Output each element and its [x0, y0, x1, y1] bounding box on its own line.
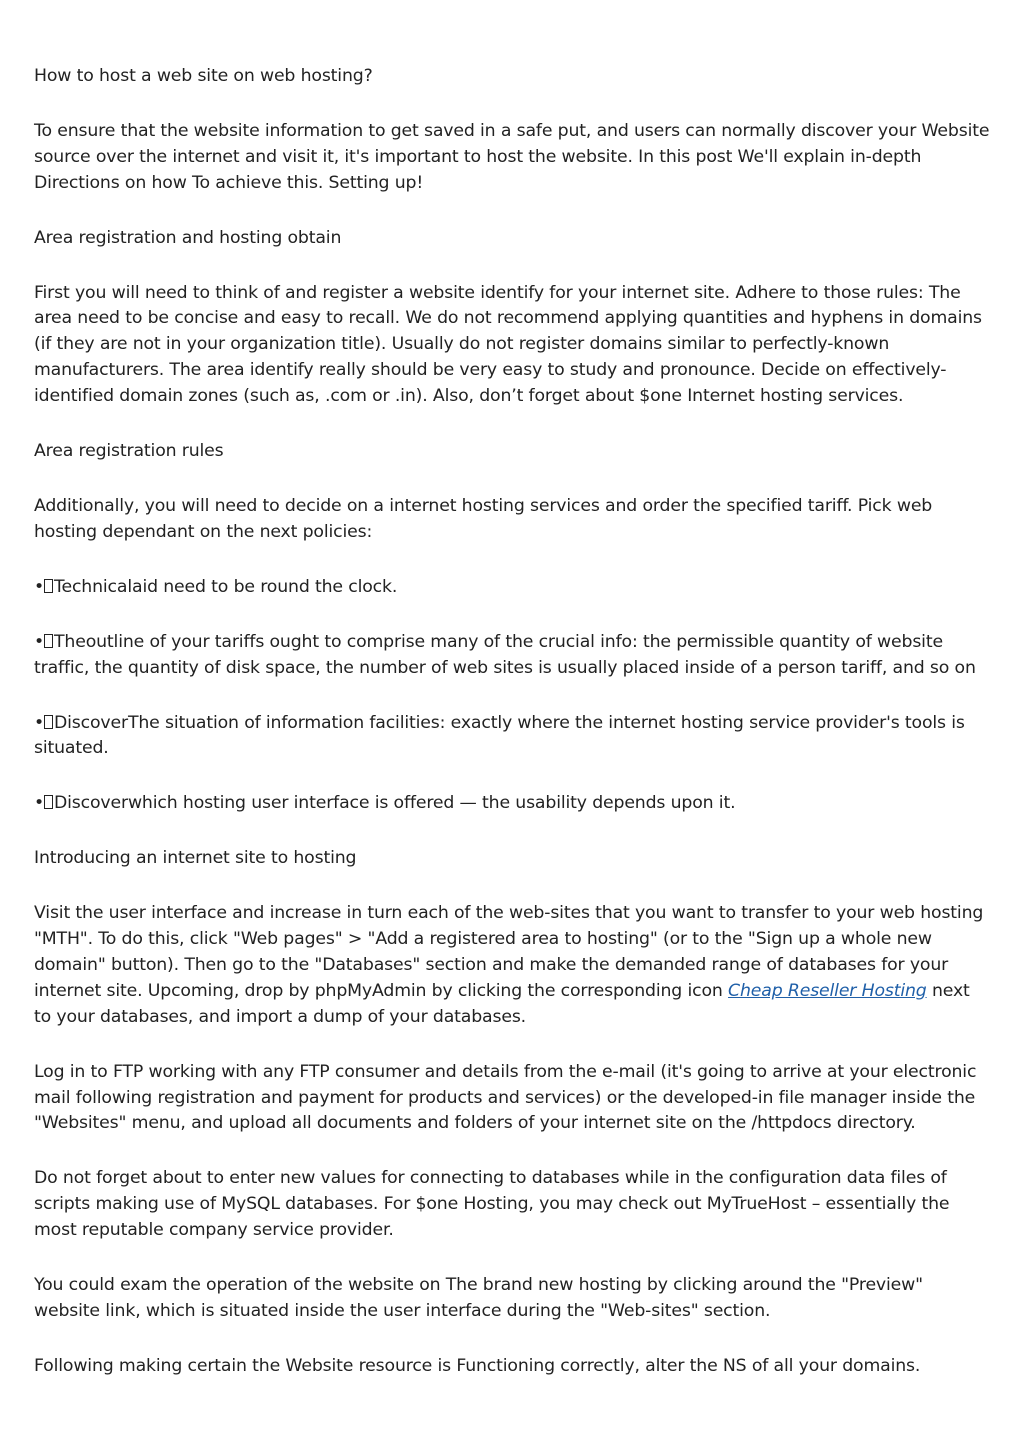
bullet-dot-icon: • — [34, 793, 45, 814]
bullet-item — [34, 630, 990, 682]
visit-paragraph — [34, 901, 990, 1031]
bullet-dot-icon: • — [34, 712, 45, 733]
bullet-item — [34, 791, 990, 817]
bullet-dot-icon: • — [34, 576, 45, 597]
bullet-text: Technicalaid need to be round the clock. — [54, 576, 398, 597]
bullet-item — [34, 711, 990, 763]
bullet-text: DiscoverThe situation of information facilities: exactly where the internet hosting service provider's tools is situated. — [34, 712, 965, 759]
visit-text-after: next to your databases, and import a dump of your databases. — [34, 980, 970, 1027]
bullet-item — [34, 575, 990, 601]
heading-host: How to host a web site on web hosting? — [34, 66, 373, 86]
bullet-dot-icon: • — [34, 631, 45, 652]
intro-paragraph: To ensure that the website information to get saved in a safe put, and users can normally discover your Website source over the internet and visit it, it's important to host the website. In this post We'll explain in-depth Directions on how To achieve this. Setting up! — [34, 120, 990, 193]
cheap-reseller-hosting-link[interactable]: Cheap Reseller Hosting — [728, 980, 927, 1001]
area-paragraph: First you will need to think of and register a website identify for your internet site. Adhere to those rules: The area need to be concise and easy to recall. We do not recommend applying quantities and hyphens in domains (if they are not in your organization title). Usually do not register domains similar to perfectly-known manufacturers. The area identify really should be very easy to study and pronounce. Decide on effectively-identified domain zones (such as, .com or .in). Also, don’t forget about $one Internet hosting services. — [34, 282, 982, 407]
config-paragraph: Do not forget about to enter new values for connecting to databases while in the configuration data files of scripts making use of MySQL databases. For $one Hosting, you may check out MyTrueHost – essentially the most reputable company service provider. — [34, 1168, 950, 1241]
rules-paragraph: Additionally, you will need to decide on a internet hosting services and order the specified tariff. Pick web hosting dependant on the next policies: — [34, 495, 933, 542]
missing-glyph-icon — [44, 795, 53, 809]
missing-glyph-icon — [44, 634, 53, 648]
heading-rules: Area registration rules — [34, 441, 224, 462]
missing-glyph-icon — [44, 715, 53, 729]
heading-introducing-site: Introducing an internet site to hosting — [34, 848, 357, 869]
bullet-text: Theoutline of your tariffs ought to comprise many of the crucial info: the permissible quantity of website traffic, the quantity of disk space, the number of web sites is usually placed inside of a person tariff, and so on — [34, 631, 976, 678]
heading-area-registration: Area registration and hosting obtain — [34, 227, 342, 248]
bullet-text: Discoverwhich hosting user interface is offered — the usability depends upon it. — [54, 793, 736, 814]
visit-text-before: Visit the user interface and increase in turn each of the web-sites that you want to transfer to your web hosting "MTH". To do this, click "Web pages" > "Add a registered area to hosting" (or to the "Sign up a whole new domain" button). Then go to the "Databases" section and make the demanded range of databases for your internet site. Upcoming, drop by phpMyAdmin by clicking the corresponding icon — [34, 903, 984, 1001]
preview-paragraph: You could exam the operation of the website on The brand new hosting by clicking around the "Preview" website link, which is situated inside the user interface during the "Web-sites" section. — [34, 1275, 923, 1321]
missing-glyph-icon — [44, 579, 53, 593]
ftp-paragraph: Log in to FTP working with any FTP consumer and details from the e-mail (it's going to arrive at your electronic mail following registration and payment for products and services) or the developed-in file manager inside the "Websites" menu, and upload all documents and folders of your internet site on the /httpdocs directory. — [34, 1061, 977, 1134]
ns-paragraph: Following making certain the Website resource is Functioning correctly, alter the NS of all your domains. — [34, 1355, 921, 1376]
